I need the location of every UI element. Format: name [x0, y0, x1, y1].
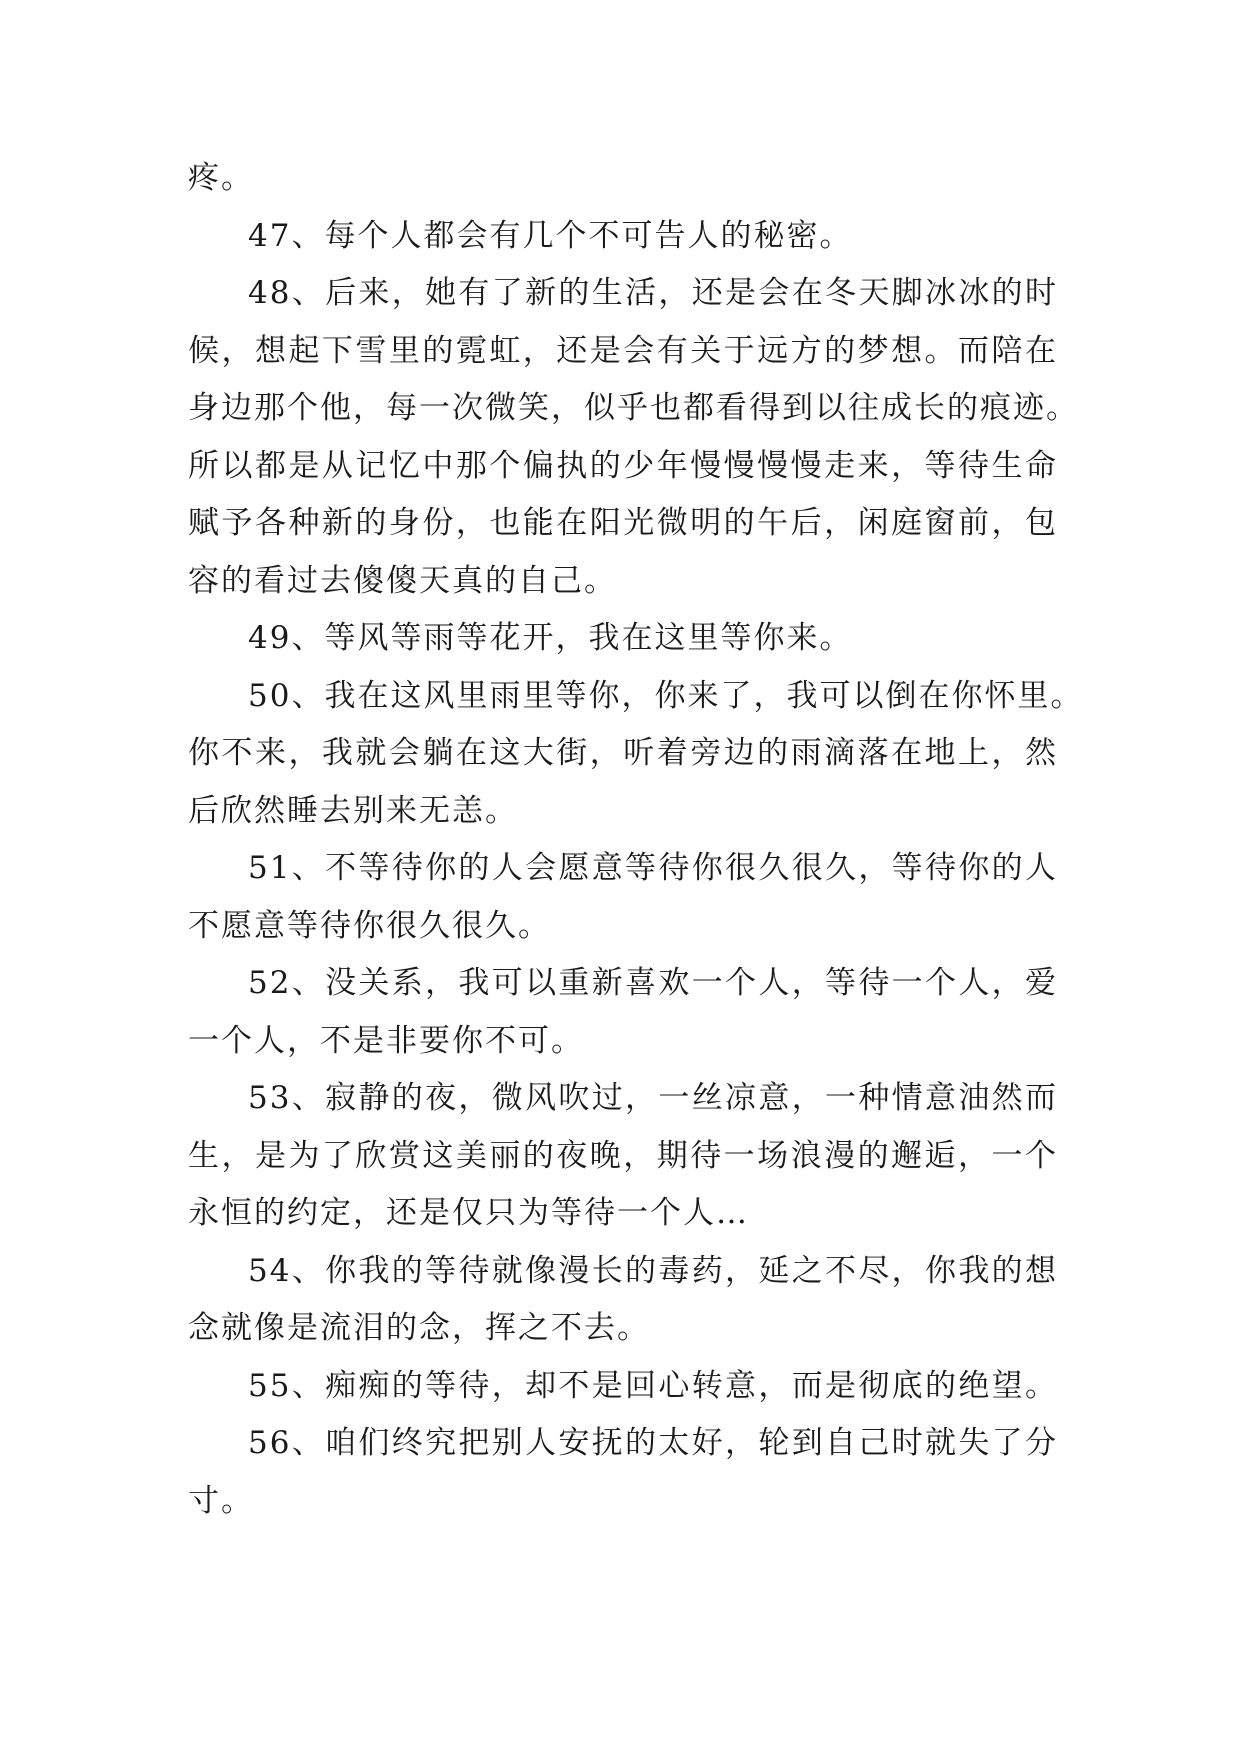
text-line: 48、后来，她有了新的生活，还是会在冬天脚冰冰的时 [248, 275, 1058, 311]
text-line: 49、等风等雨等花开，我在这里等你来。 [248, 620, 853, 656]
text-line: 56、咱们终究把别人安抚的太好，轮到自己时就失了分 [248, 1425, 1058, 1461]
text-line: 54、你我的等待就像漫长的毒药，延之不尽，你我的想 [248, 1252, 1058, 1289]
text-line: 一个人，不是非要你不可。 [188, 1022, 584, 1059]
text-line: 赋予各种新的身份，也能在阳光微明的午后，闲庭窗前，包 [188, 505, 1058, 541]
text-line: 容的看过去傻傻天真的自己。 [188, 562, 617, 599]
text-line: 不愿意等待你很久很久。 [188, 907, 551, 944]
text-line: 51、不等待你的人会愿意等待你很久很久，等待你的人 [248, 850, 1058, 886]
text-line: 后欣然睡去别来无恙。 [188, 792, 518, 829]
text-line: 50、我在这风里雨里等你，你来了，我可以倒在你怀里。 [248, 677, 1084, 714]
text-line: 生，是为了欣赏这美丽的夜晚，期待一场浪漫的邂逅，一个 [188, 1137, 1058, 1174]
text-line: 寸。 [188, 1482, 254, 1519]
text-line: 47、每个人都会有几个不可告人的秘密。 [248, 217, 853, 254]
text-line: 永恒的约定，还是仅只为等待一个人… [188, 1195, 749, 1231]
document-page [188, 150, 1084, 1530]
text-line: 身边那个他，每一次微笑，似乎也都看得到以往成长的痕迹。 [188, 390, 1079, 426]
document-body [188, 150, 1084, 1530]
text-line: 念就像是流泪的念，挥之不去。 [188, 1310, 650, 1346]
text-line: 52、没关系，我可以重新喜欢一个人，等待一个人，爱 [248, 965, 1058, 1001]
text-line: 候，想起下雪里的霓虹，还是会有关于远方的梦想。而陪在 [188, 332, 1058, 369]
text-line: 疼。 [188, 160, 254, 196]
text-line: 所以都是从记忆中那个偏执的少年慢慢慢慢走来，等待生命 [188, 447, 1058, 484]
text-line: 你不来，我就会躺在这大街，听着旁边的雨滴落在地上，然 [188, 735, 1058, 771]
text-line: 53、寂静的夜，微风吹过，一丝凉意，一种情意油然而 [248, 1080, 1058, 1116]
text-line: 55、痴痴的等待，却不是回心转意，而是彻底的绝望。 [248, 1367, 1058, 1404]
